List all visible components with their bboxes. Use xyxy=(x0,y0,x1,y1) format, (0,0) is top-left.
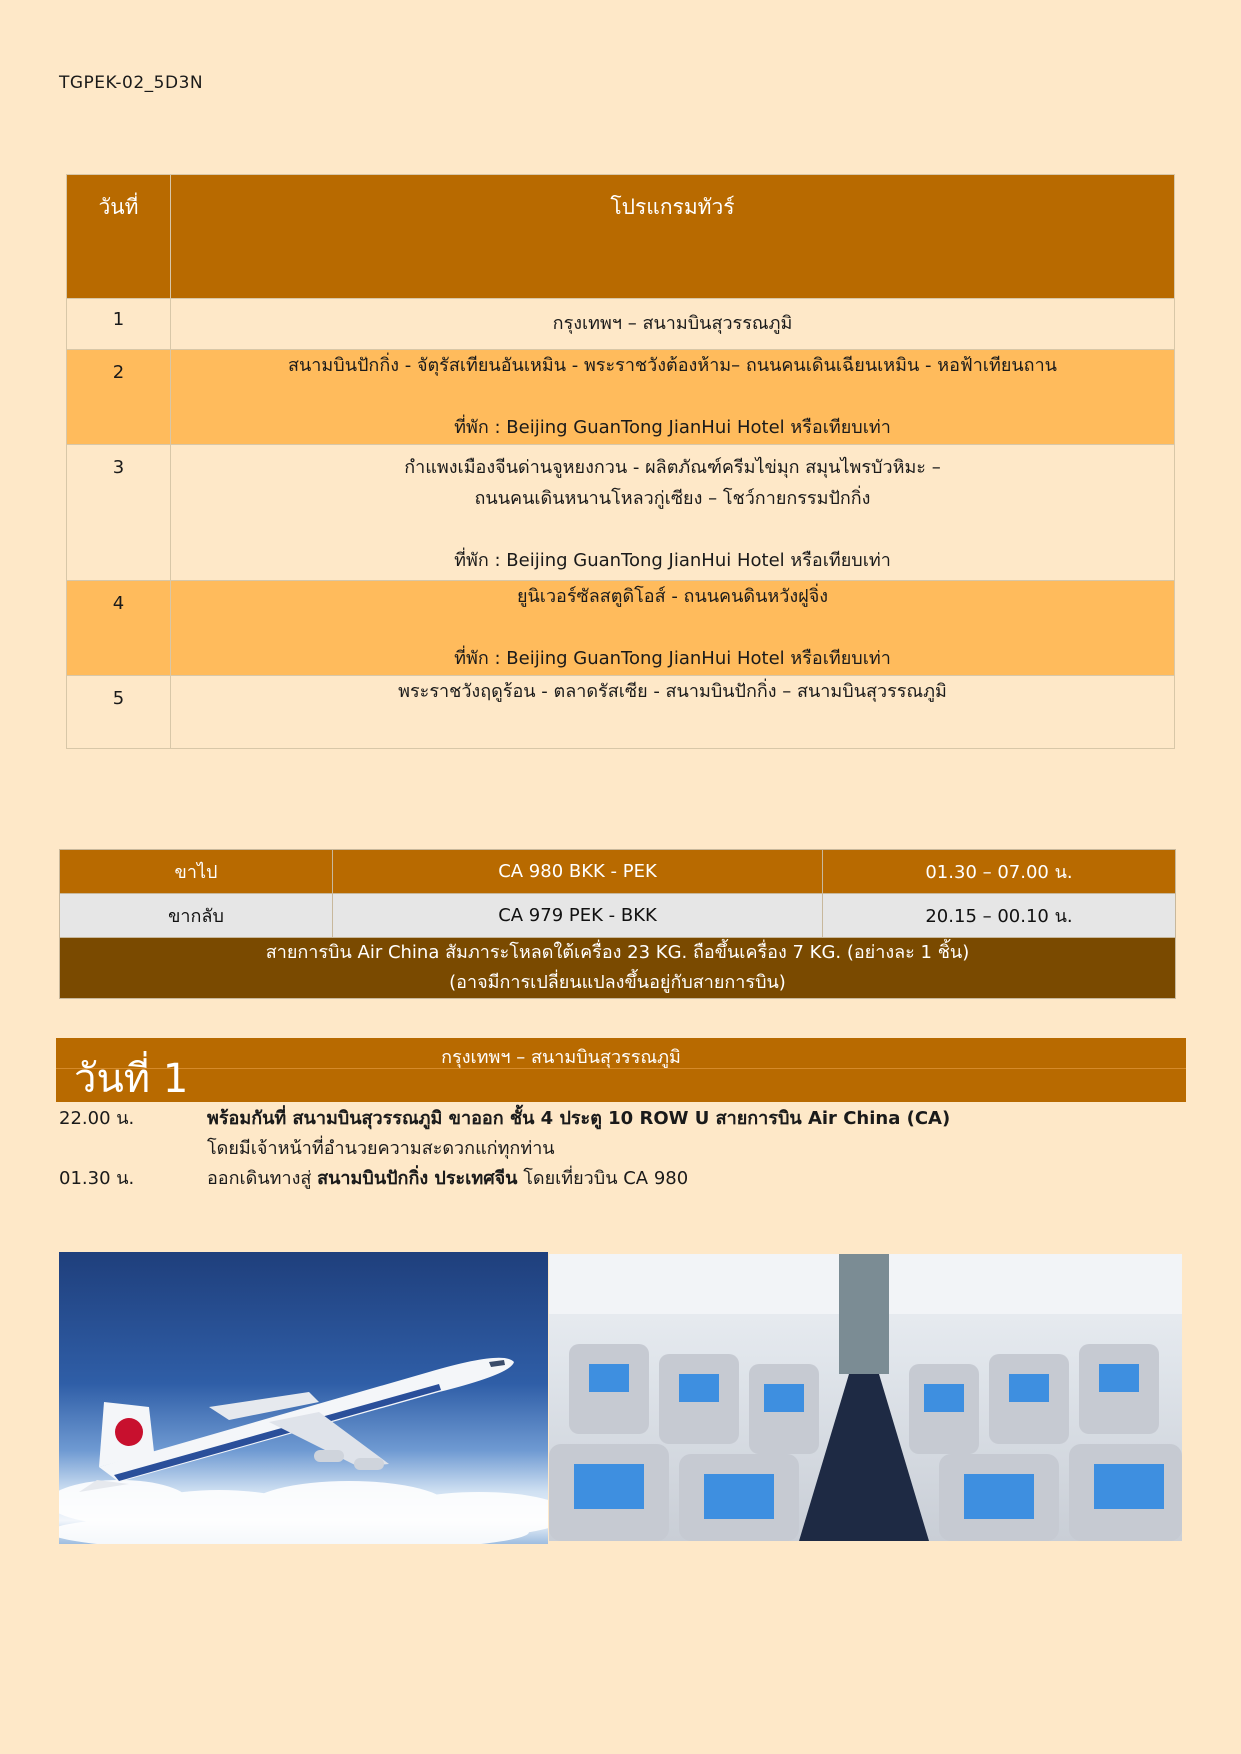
itinerary-text: พร้อมกันที่ สนามบินสุวรรณภูมิ ขาออก ชั้น 4 ประตู 10 ROW U สายการบิน Air China (CA) xyxy=(207,1108,951,1129)
return-flight-row xyxy=(60,894,1176,938)
day-number: 4 xyxy=(112,593,125,614)
outbound-flight-row xyxy=(60,850,1176,894)
program-text: กรุงเทพฯ – สนามบินสุวรรณภูมิ xyxy=(552,313,793,334)
program-row-2 xyxy=(67,350,1175,445)
program-header-row xyxy=(67,175,1175,299)
header-program: โปรแกรมทัวร์ xyxy=(171,175,1175,299)
program-row-4 xyxy=(67,581,1175,676)
day1-title: กรุงเทพฯ – สนามบินสุวรรณภูมิ xyxy=(441,1047,681,1068)
itinerary-text: ออกเดินทางสู่ xyxy=(207,1168,318,1189)
itinerary-row xyxy=(59,1134,1179,1164)
return-label: ขากลับ xyxy=(60,894,333,938)
day-number: 5 xyxy=(112,688,125,709)
itinerary-text-bold: สนามบินปักกิ่ง ประเทศจีน xyxy=(317,1168,518,1189)
hotel-text: ที่พัก : Beijing GuanTong JianHui Hotel หรือเทียบเท่า xyxy=(454,648,891,669)
airline-note: สายการบิน Air China สัมภาระโหลดใต้เครื่อง 23 KG. ถือขึ้นเครื่อง 7 KG. (อย่างละ 1 ชิ้น) xyxy=(265,942,970,963)
cabin-illustration xyxy=(549,1254,1182,1541)
airline-note-row xyxy=(60,938,1176,999)
itinerary-row xyxy=(59,1164,1179,1194)
program-row-5 xyxy=(67,676,1175,749)
day-number: 1 xyxy=(112,309,125,330)
outbound-flight: CA 980 BKK - PEK xyxy=(333,850,823,894)
itinerary-text: โดยมีเจ้าหน้าที่อำนวยความสะดวกแก่ทุกท่าน xyxy=(207,1138,555,1159)
tour-program-table xyxy=(66,174,1175,749)
program-text: สนามบินปักกิ่ง - จัตุรัสเทียนอันเหมิน - พระราชวังต้องห้าม– ถนนคนเดินเฉียนเหมิน - หอฟ้าเทียนถาน xyxy=(288,355,1057,376)
day1-itinerary xyxy=(59,1104,1179,1194)
day1-banner xyxy=(56,1038,1186,1102)
airline-note-disclaimer: (อาจมีการเปลี่ยนแปลงขึ้นอยู่กับสายการบิน) xyxy=(449,972,786,993)
hotel-text: ที่พัก : Beijing GuanTong JianHui Hotel หรือเทียบเท่า xyxy=(454,417,891,438)
flight-table xyxy=(59,849,1176,999)
airplane-photo xyxy=(59,1252,548,1544)
return-flight: CA 979 PEK - BKK xyxy=(333,894,823,938)
itinerary-time: 22.00 น. xyxy=(59,1108,135,1129)
day1-label: วันที่ 1 xyxy=(74,1056,189,1102)
document-code: TGPEK-02_5D3N xyxy=(59,73,204,93)
outbound-label: ขาไป xyxy=(60,850,333,894)
itinerary-text: โดยเที่ยวบิน CA 980 xyxy=(517,1168,689,1189)
day-number: 2 xyxy=(112,362,125,383)
day-number: 3 xyxy=(112,457,125,478)
itinerary-row xyxy=(59,1104,1179,1134)
program-text: ยูนิเวอร์ซัลสตูดิโอส์ - ถนนคนดินหวังฝูจิ่ง xyxy=(516,586,829,607)
program-text: พระราชวังฤดูร้อน - ตลาดรัสเซีย - สนามบินปักกิ่ง – สนามบินสุวรรณภูมิ xyxy=(398,681,947,702)
cabin-photo xyxy=(549,1254,1182,1541)
hotel-text: ที่พัก : Beijing GuanTong JianHui Hotel หรือเทียบเท่า xyxy=(454,550,891,571)
airplane-illustration xyxy=(59,1252,548,1544)
program-text: กำแพงเมืองจีนด่านจูหยงกวน - ผลิตภัณฑ์ครีมไข่มุก สมุนไพรบัวหิมะ – xyxy=(404,457,941,478)
program-row-3 xyxy=(67,445,1175,581)
outbound-time: 01.30 – 07.00 น. xyxy=(823,850,1176,894)
return-time: 20.15 – 00.10 น. xyxy=(823,894,1176,938)
program-row-1 xyxy=(67,299,1175,350)
program-text: ถนนคนเดินหนานโหลวกู่เซียง – โชว์กายกรรมปักกิ่ง xyxy=(474,488,871,509)
itinerary-time: 01.30 น. xyxy=(59,1168,135,1189)
header-day: วันที่ xyxy=(67,175,171,299)
